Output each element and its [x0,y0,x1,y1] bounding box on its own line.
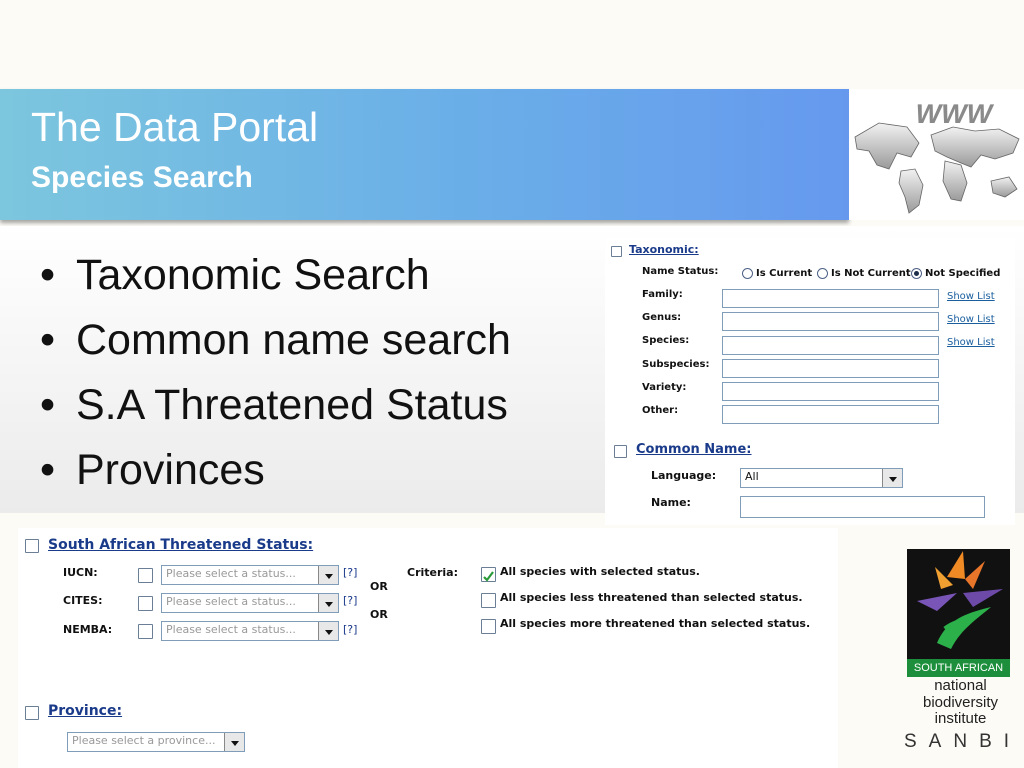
chevron-down-icon [318,594,338,612]
subspecies-label: Subspecies: [642,359,710,370]
name-label: Name: [651,496,691,509]
threatened-status-checkbox[interactable] [25,539,39,553]
criteria-more-threatened-checkbox[interactable] [481,619,496,634]
criteria-label: Criteria: [407,566,459,579]
common-name-panel [605,432,1015,525]
species-input[interactable] [722,336,939,355]
threatened-status-heading: South African Threatened Status: [48,537,314,553]
logo-line-3: institute [934,710,987,727]
chevron-down-icon [224,733,244,751]
list-item: • S.A Threatened Status [40,379,511,444]
threatened-status-panel [18,528,838,768]
language-select-value: All [745,470,759,483]
language-select[interactable] [740,468,903,488]
iucn-select[interactable] [161,565,339,585]
radio-is-current-label: Is Current [756,268,813,279]
logo-line-2: biodiversity [922,694,999,711]
list-item: • Taxonomic Search [40,249,511,314]
name-input[interactable] [740,496,985,518]
nemba-help-link[interactable]: [?] [343,623,358,636]
family-input[interactable] [722,289,939,308]
checkmark-icon [482,570,495,583]
radio-is-not-current-label: Is Not Current [831,268,911,279]
family-show-list-link[interactable]: Show List [947,291,995,302]
other-label: Other: [642,405,679,416]
logo-acronym: SANBI [904,731,1022,752]
cites-help-link[interactable]: [?] [343,594,358,607]
radio-not-specified-label: Not Specified [925,268,1001,279]
province-heading: Province: [48,703,123,719]
criteria-more-threatened-label: All species more threatened than selected status. [500,617,811,630]
criteria-with-status-label: All species with selected status. [500,565,700,578]
taxonomic-heading: Taxonomic: [629,243,699,256]
cites-label: CITES: [63,594,103,607]
common-name-heading: Common Name: [636,442,752,457]
chevron-down-icon [318,566,338,584]
criteria-with-status-checkbox[interactable] [481,567,496,582]
page-subtitle: Species Search [31,161,253,194]
genus-input[interactable] [722,312,939,331]
name-status-label: Name Status: [642,266,719,277]
radio-is-not-current[interactable] [817,268,828,279]
chevron-down-icon [882,469,902,487]
world-map-icon [849,89,1024,220]
feature-list [40,249,511,509]
iucn-select-placeholder: Please select a status... [166,567,296,580]
cites-checkbox[interactable] [138,596,153,611]
radio-not-specified[interactable] [911,268,922,279]
chevron-down-icon [318,622,338,640]
taxonomic-checkbox[interactable] [611,246,622,257]
sanbi-logo [838,543,1024,768]
cites-select[interactable] [161,593,339,613]
or-label: OR [370,580,388,593]
species-label: Species: [642,335,690,346]
province-checkbox[interactable] [25,706,39,720]
nemba-label: NEMBA: [63,623,113,636]
radio-is-current[interactable] [742,268,753,279]
iucn-checkbox[interactable] [138,568,153,583]
nemba-checkbox[interactable] [138,624,153,639]
logo-line-1: national [934,677,987,694]
species-show-list-link[interactable]: Show List [947,337,995,348]
or-label: OR [370,608,388,621]
province-select[interactable] [67,732,245,752]
page-title: The Data Portal [31,104,319,150]
iucn-help-link[interactable]: [?] [343,566,358,579]
criteria-less-threatened-checkbox[interactable] [481,593,496,608]
variety-label: Variety: [642,382,687,393]
genus-label: Genus: [642,312,682,323]
genus-show-list-link[interactable]: Show List [947,314,995,325]
nemba-select-placeholder: Please select a status... [166,623,296,636]
svg-text:WWW: WWW [912,98,996,129]
province-select-placeholder: Please select a province... [72,734,216,747]
iucn-label: IUCN: [63,566,98,579]
common-name-checkbox[interactable] [614,445,627,458]
list-item: • Common name search [40,314,511,379]
taxonomic-panel [605,238,1015,433]
bird-of-paradise-icon [907,549,1010,659]
criteria-less-threatened-label: All species less threatened than selected status. [500,591,803,604]
other-input[interactable] [722,405,939,424]
nemba-select[interactable] [161,621,339,641]
logo-emblem [907,549,1010,677]
subspecies-input[interactable] [722,359,939,378]
list-item: • Provinces [40,444,511,509]
language-label: Language: [651,469,717,482]
family-label: Family: [642,289,683,300]
cites-select-placeholder: Please select a status... [166,595,296,608]
logo-strip: SOUTH AFRICAN [907,659,1010,677]
variety-input[interactable] [722,382,939,401]
